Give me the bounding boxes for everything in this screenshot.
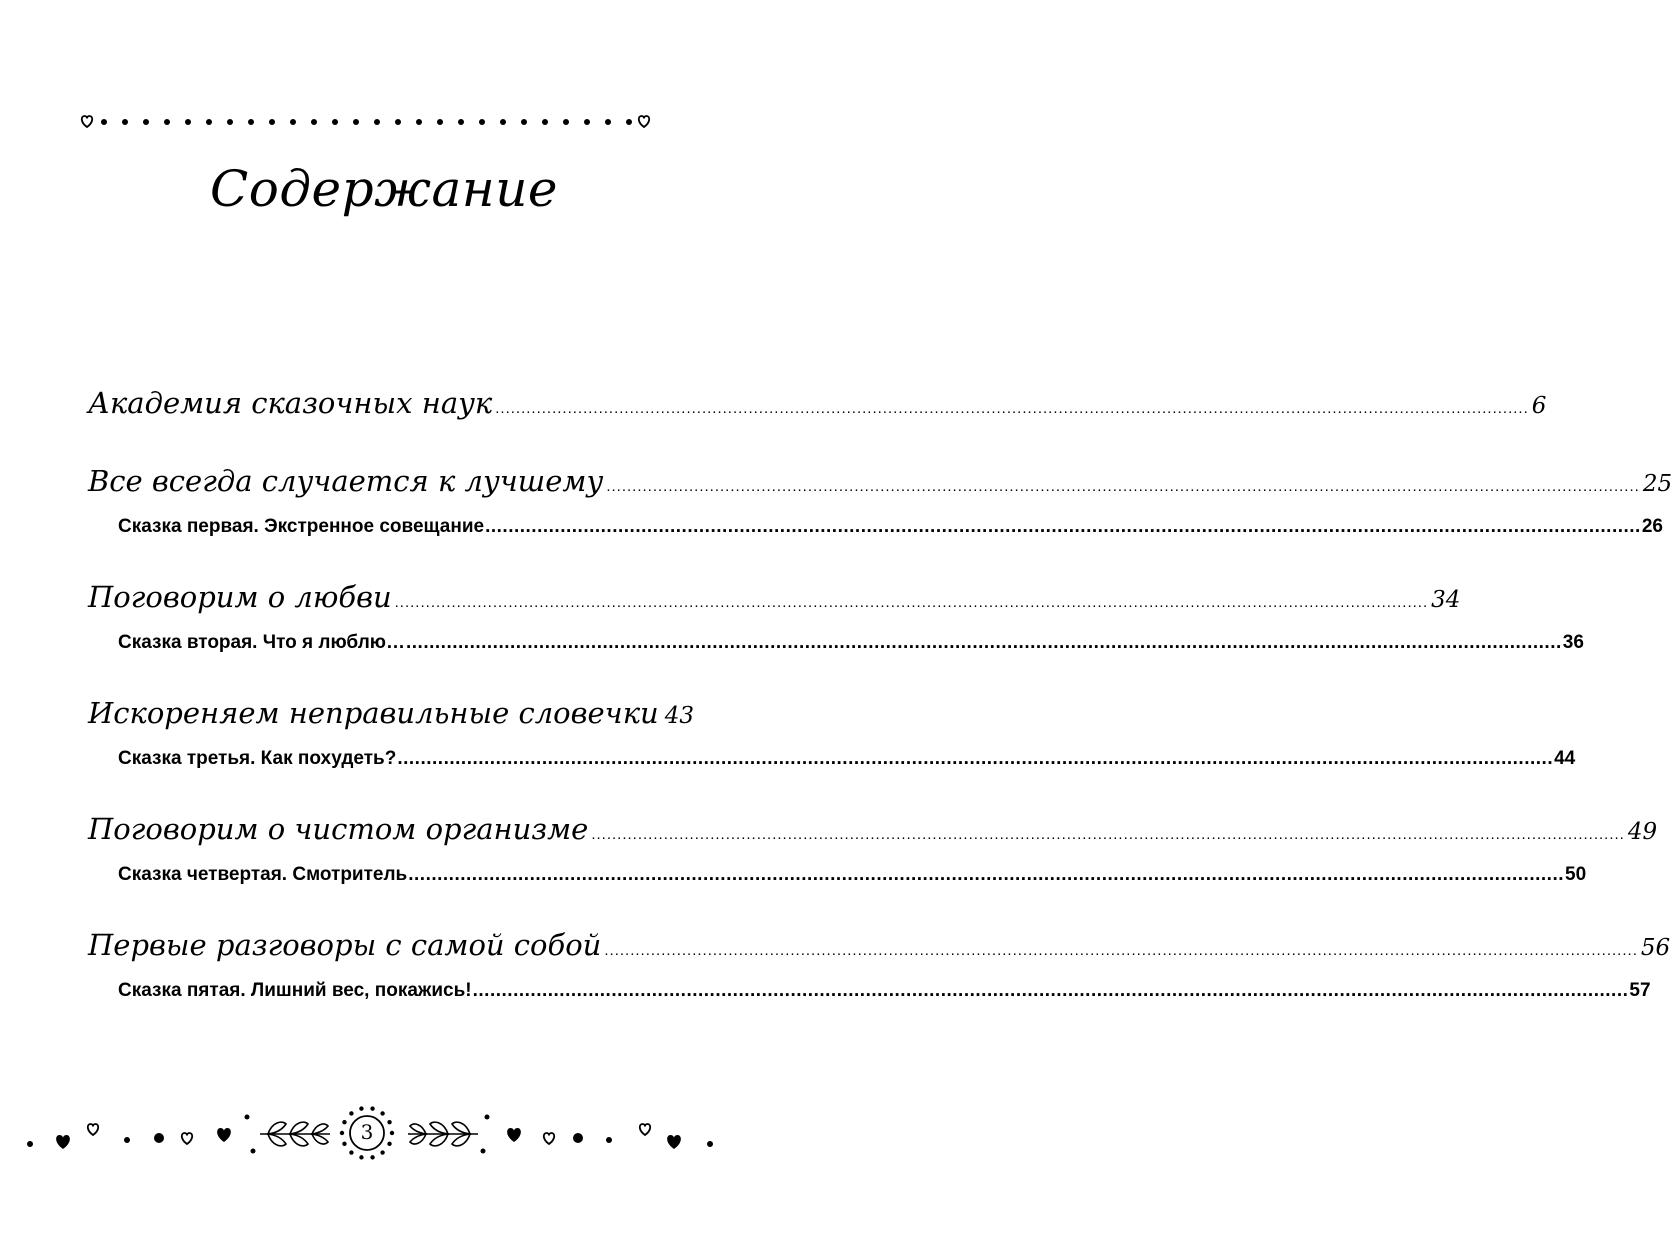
dot-icon <box>359 1106 363 1110</box>
leader-dots: ........................................................................................................................................................................................................ <box>394 594 1429 611</box>
story-title: Сказка четвертая. Смотритель <box>118 864 408 885</box>
story-page-number: 26 <box>1641 516 1663 537</box>
story-page-number: 57 <box>1629 980 1651 1001</box>
heart-outline-icon <box>88 1124 98 1135</box>
heart-icon <box>667 1135 681 1149</box>
leader-dots: ........................................................................................................................................................................................................ <box>408 864 1564 885</box>
chapter-title: Поговорим о чистом организме <box>88 812 589 846</box>
laurel-branch-icon <box>260 1122 330 1146</box>
page-title: Содержание <box>209 160 559 218</box>
toc-chapter[interactable] <box>88 812 1658 846</box>
chapter-title: Академия сказочных наук <box>88 386 493 420</box>
chapter-page-number: 43 <box>664 703 694 729</box>
toc-story[interactable] <box>118 980 1651 1002</box>
dot-icon <box>606 1137 612 1143</box>
leader-dots: ........................................................................................................................................................................................................ <box>406 632 1562 653</box>
leader-dots: ........................................................................................................................................................................................................ <box>604 942 1638 959</box>
laurel-branch-icon <box>408 1122 478 1146</box>
leader-dots: ........................................................................................................................................................................................................ <box>606 478 1640 495</box>
toc-story[interactable] <box>118 748 1576 770</box>
dot-icon <box>380 1150 384 1154</box>
toc-story[interactable] <box>118 632 1584 654</box>
toc-chapter[interactable] <box>88 580 1461 614</box>
leader-dots: ........................................................................................................................................................................................................ <box>472 980 1629 1001</box>
story-title: Сказка пятая. Лишний вес, покажись! <box>118 980 472 1001</box>
chapter-title: Искореняем неправильные словечки <box>88 696 659 730</box>
dot-icon <box>573 1133 583 1143</box>
dot-icon <box>370 1106 374 1110</box>
chapter-title: Первые разговоры с самой собой <box>88 928 602 962</box>
chapter-page-number: 25 <box>1642 471 1672 497</box>
toc-chapter[interactable] <box>88 928 1671 962</box>
dot-icon <box>380 1111 384 1115</box>
dot-icon <box>245 1115 250 1120</box>
toc-chapter[interactable] <box>88 464 1672 498</box>
dot-icon <box>707 1141 713 1147</box>
heart-outline-icon <box>640 1124 650 1135</box>
heart-icon <box>217 1128 231 1142</box>
leader-dots: ........................................................................................................................................................................................................ <box>397 748 1554 769</box>
page-number: 3 <box>360 1120 374 1144</box>
heart-icon <box>507 1128 521 1142</box>
heart-outline-icon <box>182 1133 192 1144</box>
story-title: Сказка третья. Как похудеть? <box>118 748 397 769</box>
chapter-title: Все всегда случается к лучшему <box>88 464 604 498</box>
chapter-title: Поговорим о любви <box>88 580 392 614</box>
dot-icon <box>27 1141 33 1147</box>
heart-icon <box>56 1135 70 1149</box>
heart-outline-icon <box>544 1133 554 1144</box>
dot-icon <box>481 1149 486 1154</box>
chapter-page-number: 49 <box>1627 819 1658 845</box>
toc-chapter[interactable] <box>88 386 1547 420</box>
chapter-page-number: 6 <box>1531 393 1547 419</box>
toc-story[interactable] <box>118 864 1587 886</box>
dot-icon <box>124 1137 130 1143</box>
toc-story[interactable] <box>118 516 1663 538</box>
story-title: Сказка первая. Экстренное совещание <box>118 516 485 537</box>
chapter-page-number: 56 <box>1640 935 1671 961</box>
dot-icon <box>251 1149 256 1154</box>
story-page-number: 36 <box>1562 632 1584 653</box>
story-page-number: 44 <box>1554 748 1576 769</box>
dot-icon <box>370 1155 374 1159</box>
dot-icon <box>154 1133 164 1143</box>
dot-icon <box>485 1115 490 1120</box>
dot-icon <box>359 1155 363 1159</box>
story-page-number: 50 <box>1565 864 1587 885</box>
story-title: Сказка вторая. Что я люблю… <box>118 632 405 653</box>
toc-chapter[interactable] <box>88 696 694 730</box>
leader-dots: ........................................................................................................................................................................................................ <box>495 400 1529 417</box>
leader-dots: ........................................................................................................................................................................................................ <box>591 826 1625 843</box>
leader-dots: ........................................................................................................................................................................................................ <box>485 516 1641 537</box>
dot-icon <box>349 1111 353 1115</box>
chapter-page-number: 34 <box>1431 587 1461 613</box>
dot-icon <box>349 1150 353 1154</box>
